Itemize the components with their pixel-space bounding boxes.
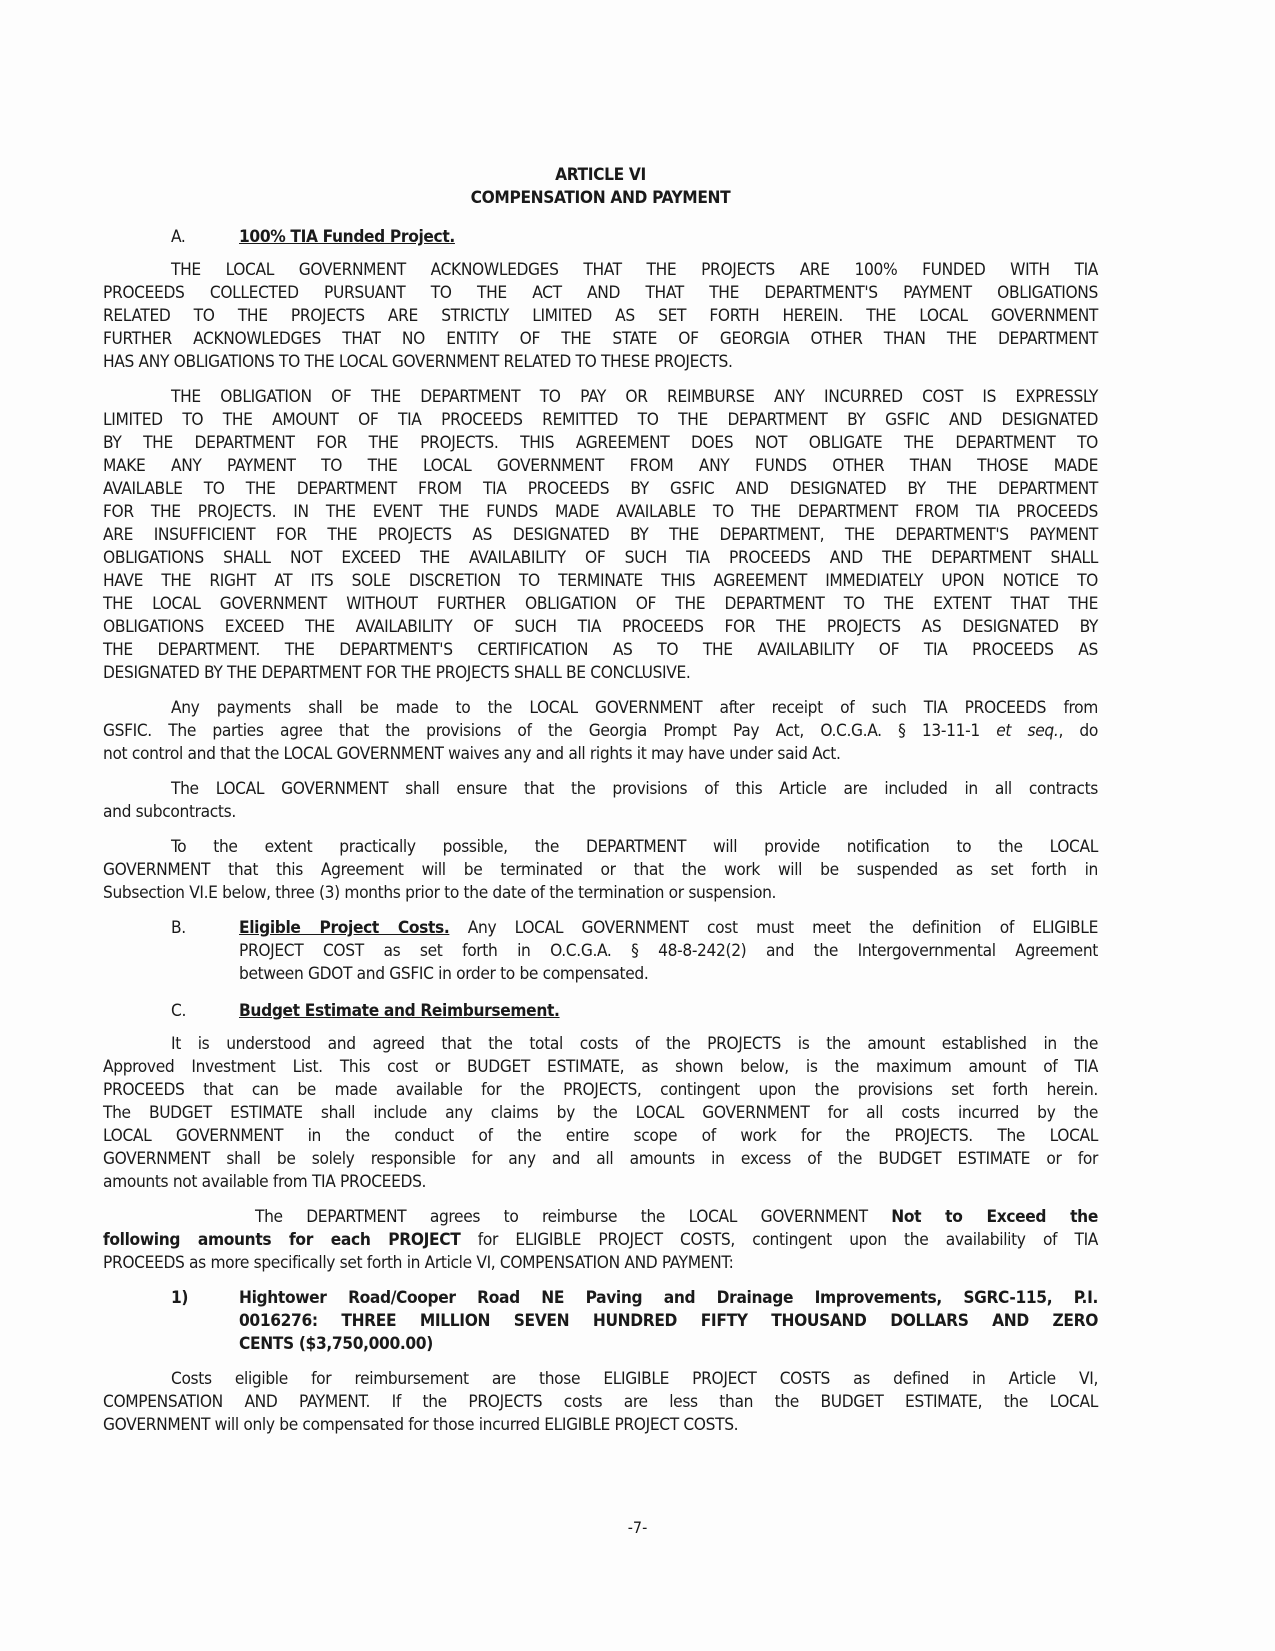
- section-c-title: Budget Estimate and Reimbursement.: [239, 1001, 560, 1021]
- text-line: Approved Investment List. This cost or BUDGET ESTIMATE, as shown below, is the maximum amount of TIA: [103, 1057, 1098, 1077]
- section-c-paragraph-3: [103, 1368, 1098, 1437]
- text-line: FURTHER ACKNOWLEDGES THAT NO ENTITY OF THE STATE OF GEORGIA OTHER THAN THE DEPARTMENT: [103, 329, 1098, 349]
- section-c-paragraph-2: [103, 1206, 1098, 1275]
- text-line: amounts not available from TIA PROCEEDS.: [103, 1172, 427, 1192]
- text-line: [103, 720, 1098, 743]
- text-line: THE LOCAL GOVERNMENT WITHOUT FURTHER OBLIGATION OF THE DEPARTMENT TO THE EXTENT THAT THE: [103, 594, 1098, 614]
- project-number: 1): [171, 1288, 189, 1308]
- text-line: and subcontracts.: [103, 802, 236, 822]
- text-line: THE OBLIGATION OF THE DEPARTMENT TO PAY OR REIMBURSE ANY INCURRED COST IS EXPRESSLY: [171, 387, 1098, 407]
- section-a-paragraph-2: [103, 386, 1098, 685]
- text-line: Costs eligible for reimbursement are those ELIGIBLE PROJECT COSTS as defined in Article VI,: [171, 1369, 1098, 1389]
- text-line: It is understood and agreed that the total costs of the PROJECTS is the amount established in the: [171, 1034, 1098, 1054]
- text-line: Subsection VI.E below, three (3) months prior to the date of the termination or suspension.: [103, 883, 777, 903]
- section-c-paragraph-1: [103, 1033, 1098, 1194]
- text-line: GOVERNMENT will only be compensated for those incurred ELIGIBLE PROJECT COSTS.: [103, 1415, 739, 1435]
- section-b: [103, 917, 1098, 986]
- text-line: THE DEPARTMENT. THE DEPARTMENT'S CERTIFICATION AS TO THE AVAILABILITY OF TIA PROCEEDS AS: [103, 640, 1098, 660]
- page-number: -7-: [627, 1518, 648, 1537]
- text-line: PROCEEDS as more specifically set forth in Article VI, COMPENSATION AND PAYMENT:: [103, 1253, 734, 1273]
- text-line: GOVERNMENT shall be solely responsible for any and all amounts in excess of the BUDGET ESTIMATE or for: [103, 1149, 1098, 1169]
- text-line: PROCEEDS that can be made available for the PROJECTS, contingent upon the provisions set forth herein.: [103, 1080, 1098, 1100]
- text-span: for ELIGIBLE PROJECT COSTS, contingent upon the availability of TIA: [460, 1230, 1099, 1250]
- bold-text: Not to Exceed the: [891, 1207, 1098, 1227]
- article-title: ARTICLE VI: [555, 165, 646, 185]
- text-line: CENTS ($3,750,000.00): [239, 1334, 433, 1354]
- text-line: RELATED TO THE PROJECTS ARE STRICTLY LIMITED AS SET FORTH HEREIN. THE LOCAL GOVERNMENT: [103, 306, 1098, 326]
- section-a-title: 100% TIA Funded Project.: [239, 227, 455, 247]
- text-line: HAVE THE RIGHT AT ITS SOLE DISCRETION TO TERMINATE THIS AGREEMENT IMMEDIATELY UPON NOTICE TO: [103, 571, 1098, 591]
- text-line: PROCEEDS COLLECTED PURSUANT TO THE ACT AND THAT THE DEPARTMENT'S PAYMENT OBLIGATIONS: [103, 283, 1098, 303]
- text-line: AVAILABLE TO THE DEPARTMENT FROM TIA PROCEEDS BY GSFIC AND DESIGNATED BY THE DEPARTMENT: [103, 479, 1098, 499]
- article-subtitle: COMPENSATION AND PAYMENT: [470, 188, 731, 208]
- text-line: OBLIGATIONS SHALL NOT EXCEED THE AVAILABILITY OF SUCH TIA PROCEEDS AND THE DEPARTMENT SHALL: [103, 548, 1098, 568]
- text-line: LIMITED TO THE AMOUNT OF TIA PROCEEDS REMITTED TO THE DEPARTMENT BY GSFIC AND DESIGNATED: [103, 410, 1098, 430]
- section-b-title: Eligible Project Costs.: [239, 918, 450, 938]
- section-a-letter: A.: [171, 227, 186, 247]
- text-line: To the extent practically possible, the DEPARTMENT will provide notification to the LOCAL: [171, 837, 1098, 857]
- text-line: [103, 917, 1098, 940]
- text-line: MAKE ANY PAYMENT TO THE LOCAL GOVERNMENT FROM ANY FUNDS OTHER THAN THOSE MADE: [103, 456, 1098, 476]
- text-line: PROJECT COST as set forth in O.C.G.A. § 48-8-242(2) and the Intergovernmental Agreement: [239, 941, 1098, 961]
- text-line: The LOCAL GOVERNMENT shall ensure that the provisions of this Article are included in all contracts: [171, 779, 1098, 799]
- text-line: FOR THE PROJECTS. IN THE EVENT THE FUNDS MADE AVAILABLE TO THE DEPARTMENT FROM TIA PROCEEDS: [103, 502, 1098, 522]
- section-a-heading: [103, 224, 1098, 250]
- section-a-paragraph-5: [103, 836, 1098, 905]
- text-line: Hightower Road/Cooper Road NE Paving and Drainage Improvements, SGRC-115, P.I.: [239, 1288, 1098, 1308]
- text-line: [103, 1206, 1098, 1229]
- text-span: Any LOCAL GOVERNMENT cost must meet the definition of ELIGIBLE: [449, 918, 1098, 938]
- text-span: , do: [1058, 721, 1098, 741]
- section-a-paragraph-3: [103, 697, 1098, 766]
- text-span: GSFIC. The parties agree that the provisions of the Georgia Prompt Pay Act, O.C.G.A. § 13-11-1: [103, 721, 997, 741]
- italic-text: et seq.: [996, 721, 1059, 741]
- bold-text: following amounts for each PROJECT: [103, 1230, 461, 1250]
- text-line: 0016276: THREE MILLION SEVEN HUNDRED FIFTY THOUSAND DOLLARS AND ZERO: [239, 1311, 1098, 1331]
- text-line: Any payments shall be made to the LOCAL GOVERNMENT after receipt of such TIA PROCEEDS from: [171, 698, 1098, 718]
- section-c-heading: [103, 998, 1098, 1024]
- text-line: [103, 1229, 1098, 1252]
- text-span: The DEPARTMENT agrees to reimburse the LOCAL GOVERNMENT: [255, 1207, 892, 1227]
- text-line: not control and that the LOCAL GOVERNMENT waives any and all rights it may have under said Act.: [103, 744, 841, 764]
- text-line: DESIGNATED BY THE DEPARTMENT FOR THE PROJECTS SHALL BE CONCLUSIVE.: [103, 663, 691, 683]
- text-line: HAS ANY OBLIGATIONS TO THE LOCAL GOVERNMENT RELATED TO THESE PROJECTS.: [103, 352, 733, 372]
- text-line: THE LOCAL GOVERNMENT ACKNOWLEDGES THAT THE PROJECTS ARE 100% FUNDED WITH TIA: [171, 260, 1098, 280]
- text-line: BY THE DEPARTMENT FOR THE PROJECTS. THIS AGREEMENT DOES NOT OBLIGATE THE DEPARTMENT TO: [103, 433, 1098, 453]
- text-line: COMPENSATION AND PAYMENT. If the PROJECTS costs are less than the BUDGET ESTIMATE, the LOCAL: [103, 1392, 1098, 1412]
- section-a-paragraph-1: [103, 259, 1098, 374]
- text-line: between GDOT and GSFIC in order to be compensated.: [239, 964, 649, 984]
- text-line: ARE INSUFFICIENT FOR THE PROJECTS AS DESIGNATED BY THE DEPARTMENT, THE DEPARTMENT'S PAYMENT: [103, 525, 1098, 545]
- text-line: The BUDGET ESTIMATE shall include any claims by the LOCAL GOVERNMENT for all costs incurred by the: [103, 1103, 1098, 1123]
- text-line: GOVERNMENT that this Agreement will be terminated or that the work will be suspended as set forth in: [103, 860, 1098, 880]
- project-item-1: [103, 1287, 1098, 1356]
- section-a-paragraph-4: [103, 778, 1098, 824]
- page-content: [103, 164, 1098, 1449]
- text-line: OBLIGATIONS EXCEED THE AVAILABILITY OF SUCH TIA PROCEEDS FOR THE PROJECTS AS DESIGNATED BY: [103, 617, 1098, 637]
- section-c-letter: C.: [171, 1001, 187, 1021]
- section-b-letter: B.: [171, 918, 186, 938]
- text-line: LOCAL GOVERNMENT in the conduct of the entire scope of work for the PROJECTS. The LOCAL: [103, 1126, 1098, 1146]
